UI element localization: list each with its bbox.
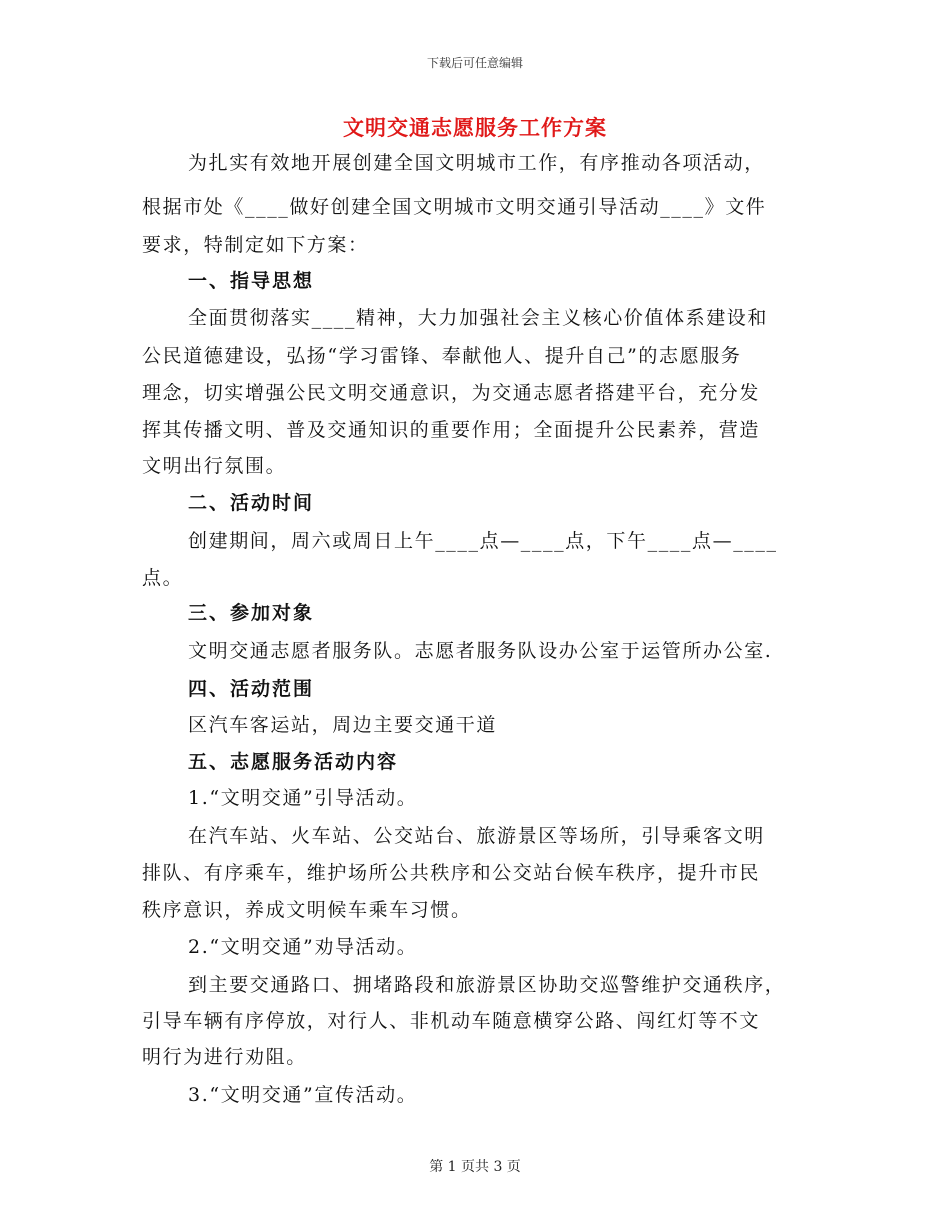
paragraph-line: 明行为进行劝阻。	[142, 1046, 307, 1068]
paragraph-line: 要求，特制定如下方案：	[142, 234, 369, 256]
paragraph-line: 1.“文明交通”引导活动。	[188, 787, 418, 809]
paragraph-line: 文明交通志愿者服务队。志愿者服务队设办公室于运管所办公室.	[188, 640, 773, 662]
paragraph-line: 创建期间，周六或周日上午____点—____点，下午____点—____	[188, 530, 778, 552]
section-heading: 一、指导思想	[188, 270, 315, 292]
paragraph-line: 根据市处《____做好创建全国文明城市文明交通引导活动____》文件	[142, 196, 767, 218]
paragraph-line: 2.“文明交通”劝导活动。	[188, 936, 418, 958]
section-heading: 五、志愿服务活动内容	[188, 751, 399, 773]
page-footer: 第 1 页共 3 页	[429, 1159, 521, 1175]
section-heading: 三、参加对象	[188, 602, 315, 624]
paragraph-line: 理念，切实增强公民文明交通意识，为交通志愿者搭建平台，充分发	[142, 382, 761, 404]
paragraph-line: 为扎实有效地开展创建全国文明城市工作，有序推动各项活动，	[188, 152, 765, 174]
section-heading: 四、活动范围	[188, 678, 315, 700]
paragraph-line: 全面贯彻落实____精神，大力加强社会主义核心价值体系建设和	[188, 307, 769, 329]
document-title: 文明交通志愿服务工作方案	[343, 115, 607, 140]
paragraph-line: 区汽车客运站，周边主要交通干道	[188, 714, 498, 736]
paragraph-line: 挥其传播文明、普及交通知识的重要作用；全面提升公民素养，营造	[142, 419, 761, 441]
paragraph-line: 秩序意识，养成文明候车乘车习惯。	[142, 899, 472, 921]
paragraph-line: 点。	[142, 567, 184, 589]
section-heading: 二、活动时间	[188, 492, 315, 514]
paragraph-line: 到主要交通路口、拥堵路段和旅游景区协助交巡警维护交通秩序，	[188, 974, 786, 996]
paragraph-line: 排队、有序乘车，维护场所公共秩序和公交站台候车秩序，提升市民	[142, 862, 761, 884]
header-note: 下载后可任意编辑	[426, 56, 523, 70]
paragraph-line: 3.“文明交通”宣传活动。	[188, 1084, 418, 1106]
paragraph-line: 在汽车站、火车站、公交站台、旅游景区等场所，引导乘客文明	[188, 825, 765, 847]
paragraph-line: 引导车辆有序停放，对行人、非机动车随意横穿公路、闯红灯等不文	[142, 1010, 761, 1032]
paragraph-line: 文明出行氛围。	[142, 455, 287, 477]
paragraph-line: 公民道德建设，弘扬“学习雷锋、奉献他人、提升自己”的志愿服务	[142, 345, 742, 367]
